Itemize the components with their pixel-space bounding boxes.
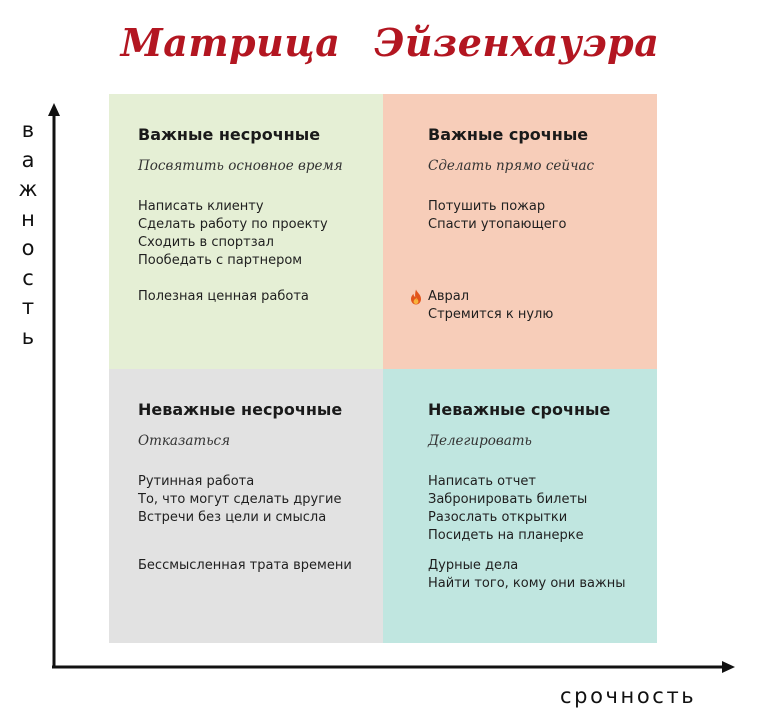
x-axis-label: срочность <box>560 684 697 708</box>
list-item: Встречи без цели и смысла <box>138 510 327 525</box>
note-line: Дурные дела <box>428 558 519 573</box>
y-axis-letter: т <box>21 295 35 319</box>
quadrant-title: Неважные срочные <box>428 400 611 419</box>
list-item: Написать отчет <box>428 474 536 489</box>
y-axis-letter: в <box>21 118 35 142</box>
note-line: Бессмысленная трата времени <box>138 558 352 573</box>
quadrant-note <box>428 288 553 324</box>
list-item: Забронировать билеты <box>428 492 588 507</box>
note-line: Аврал <box>428 289 470 304</box>
list-item: Сходить в спортзал <box>138 235 274 250</box>
quadrant-subtitle: Сделать прямо сейчас <box>428 158 595 174</box>
quadrant-item-list <box>138 198 328 270</box>
quadrant-important-not-urgent <box>109 94 383 369</box>
quadrant-not-important-urgent <box>383 369 657 643</box>
title-word-1: Матрица <box>120 20 341 65</box>
list-item: Спасти утопающего <box>428 217 567 232</box>
list-item: Потушить пожар <box>428 199 546 214</box>
note-line: Стремится к нулю <box>428 307 554 322</box>
y-axis-letter: ь <box>21 324 35 349</box>
note-line: Найти того, кому они важны <box>428 576 626 591</box>
list-item: Написать клиенту <box>138 199 264 214</box>
list-item: Сделать работу по проекту <box>138 217 328 232</box>
list-item: Посидеть на планерке <box>428 528 584 543</box>
y-axis-arrow-icon <box>48 103 60 116</box>
note-line: Полезная ценная работа <box>138 289 309 304</box>
quadrant-note <box>138 557 352 575</box>
quadrant-subtitle: Посвятить основное время <box>138 158 343 174</box>
quadrant-title: Важные несрочные <box>138 125 321 144</box>
quadrant-item-list <box>138 473 341 527</box>
title-word-2: Эйзенхауэра <box>374 20 660 65</box>
y-axis-letter: а <box>21 147 35 172</box>
quadrant-title: Важные срочные <box>428 125 589 144</box>
y-axis-letter: о <box>21 236 35 260</box>
quadrant-subtitle: Делегировать <box>428 433 532 449</box>
y-axis-letter: ж <box>18 177 38 201</box>
list-item: То, что могут сделать другие <box>138 492 342 507</box>
y-axis-label <box>14 116 42 352</box>
quadrant-note <box>138 288 309 306</box>
fire-icon <box>409 289 423 305</box>
x-axis-arrow-icon <box>722 661 735 673</box>
quadrant-item-list <box>428 198 567 234</box>
quadrant-not-important-not-urgent <box>109 369 383 643</box>
y-axis-letter: с <box>22 265 34 290</box>
quadrant-note <box>428 557 626 593</box>
quadrant-subtitle: Отказаться <box>138 433 231 449</box>
list-item: Разослать открытки <box>428 510 568 525</box>
y-axis-letter: н <box>21 206 35 231</box>
list-item: Рутинная работа <box>138 474 255 489</box>
quadrant-item-list <box>428 473 587 545</box>
list-item: Пообедать с партнером <box>138 253 303 268</box>
quadrant-title: Неважные несрочные <box>138 400 343 419</box>
quadrant-important-urgent <box>383 94 657 369</box>
